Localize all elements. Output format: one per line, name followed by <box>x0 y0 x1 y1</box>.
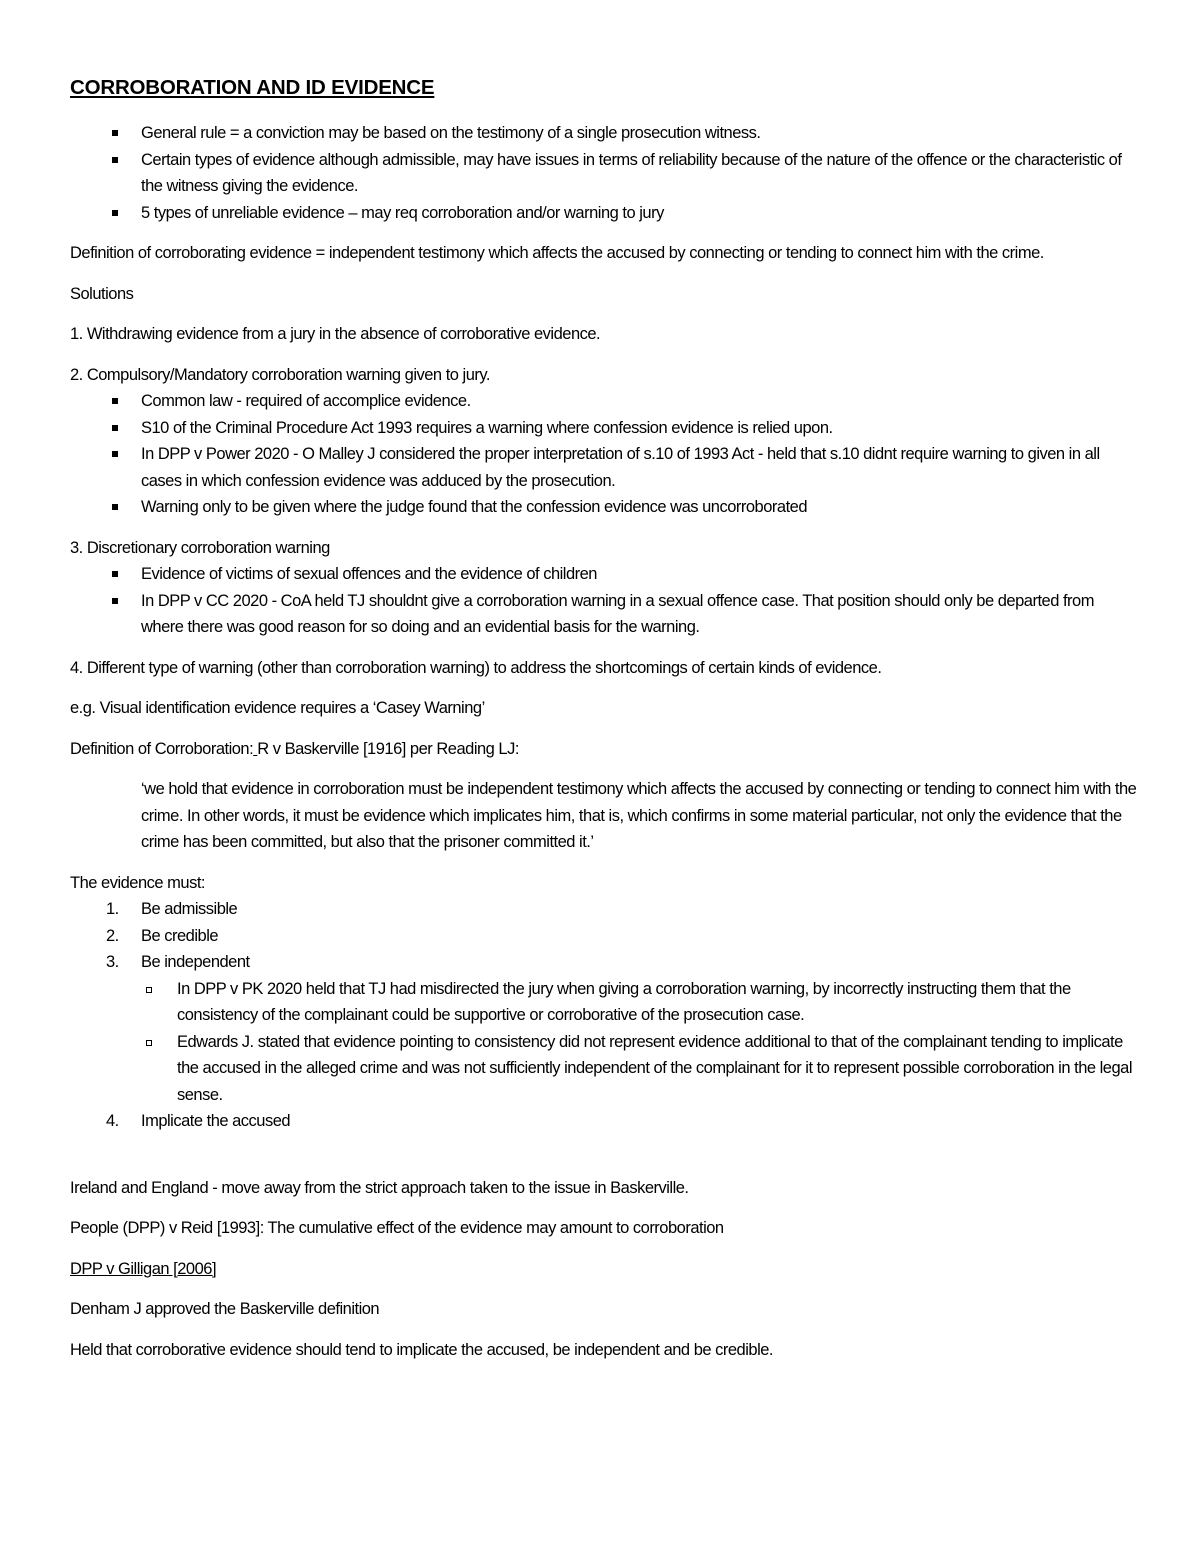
list-item: S10 of the Criminal Procedure Act 1993 requires a warning where confession evidence is relied upon. <box>70 415 1140 442</box>
document-title: CORROBORATION AND ID EVIDENCE <box>70 76 435 99</box>
item-text: Be credible <box>141 926 219 945</box>
baskerville-quote: ‘we hold that evidence in corroboration must be independent testimony which affects the accused by connecting or tending to connect him with the crime. In other words, it must be evidence which implicates him, that is, which confirms in some material particular, not only the evidence that the crime has been committed, but also that the prisoner committed it.’ <box>141 780 1137 851</box>
sub-list-item: In DPP v PK 2020 held that TJ had misdirected the jury when giving a corroboration warning, by incorrectly instructing them that the consistency of the complainant could be supportive or corroborative of the prosecution case. <box>141 976 1140 1029</box>
ireland-england-paragraph: Ireland and England - move away from the strict approach taken to the issue in Baskerville. <box>70 1178 689 1197</box>
baskerville-case: R v Baskerville [1916] per Reading LJ: <box>257 739 519 758</box>
solution-3-bullet-list <box>70 561 1140 641</box>
independent-sub-list <box>141 976 1140 1109</box>
list-item: General rule = a conviction may be based on the testimony of a single prosecution witness. <box>70 120 1140 147</box>
list-item: Warning only to be given where the judge found that the confession evidence was uncorroborated <box>70 494 1140 521</box>
item-number: 3. <box>106 953 119 971</box>
definition-paragraph: Definition of corroborating evidence = independent testimony which affects the accused by connecting or tending to connect him with the crime. <box>70 244 1044 262</box>
example-paragraph: e.g. Visual identification evidence requires a ‘Casey Warning’ <box>70 699 485 717</box>
evidence-must-list <box>70 896 1140 1135</box>
list-item: Evidence of victims of sexual offences and the evidence of children <box>70 561 1140 588</box>
list-item <box>70 949 1140 1108</box>
baskerville-label: Definition of Corroboration: <box>70 739 254 758</box>
solution-4: 4. Different type of warning (other than corroboration warning) to address the shortcomings of certain kinds of evidence. <box>70 658 882 677</box>
list-item: Certain types of evidence although admissible, may have issues in terms of reliability because of the nature of the offence or the characteristic of the witness giving the evidence. <box>70 147 1140 200</box>
baskerville-definition <box>70 736 1140 763</box>
solutions-heading: Solutions <box>70 284 134 303</box>
list-item: 5 types of unreliable evidence – may req corroboration and/or warning to jury <box>70 200 1140 227</box>
item-number: 4. <box>106 1112 119 1130</box>
list-item <box>70 923 1140 950</box>
solution-1: 1. Withdrawing evidence from a jury in the absence of corroborative evidence. <box>70 325 601 343</box>
list-item: Common law - required of accomplice evidence. <box>70 388 1140 415</box>
document-page <box>70 74 1140 1363</box>
evidence-must-heading: The evidence must: <box>70 873 205 892</box>
item-number: 1. <box>106 900 119 918</box>
list-item <box>70 1108 1140 1135</box>
reid-paragraph: People (DPP) v Reid [1993]: The cumulative effect of the evidence may amount to corroboration <box>70 1219 724 1237</box>
gilligan-heading: DPP v Gilligan [2006] <box>70 1259 217 1278</box>
item-text: Be independent <box>141 953 250 971</box>
item-number: 2. <box>106 926 119 945</box>
list-item <box>70 896 1140 923</box>
intro-bullet-list <box>70 120 1140 226</box>
list-item: In DPP v CC 2020 - CoA held TJ shouldnt give a corroboration warning in a sexual offence case. That position should only be departed from where there was good reason for so doing and an evidential basis for the warning. <box>70 588 1140 641</box>
denham-paragraph: Denham J approved the Baskerville definition <box>70 1300 380 1318</box>
solution-2-bullet-list <box>70 388 1140 521</box>
held-paragraph: Held that corroborative evidence should tend to implicate the accused, be independent and be credible. <box>70 1340 773 1359</box>
solution-3: 3. Discretionary corroboration warning <box>70 538 330 557</box>
list-item: In DPP v Power 2020 - O Malley J considered the proper interpretation of s.10 of 1993 Act - held that s.10 didnt require warning to given in all cases in which confession evidence was adduced by the prosecution. <box>70 441 1140 494</box>
sub-list-item: Edwards J. stated that evidence pointing to consistency did not represent evidence additional to that of the complainant tending to implicate the accused in the alleged crime and was not sufficiently independent of the complainant for it to represent possible corroboration in the legal sense. <box>141 1029 1140 1109</box>
item-text: Implicate the accused <box>141 1112 291 1130</box>
solution-2: 2. Compulsory/Mandatory corroboration warning given to jury. <box>70 365 490 384</box>
item-text: Be admissible <box>141 900 238 918</box>
